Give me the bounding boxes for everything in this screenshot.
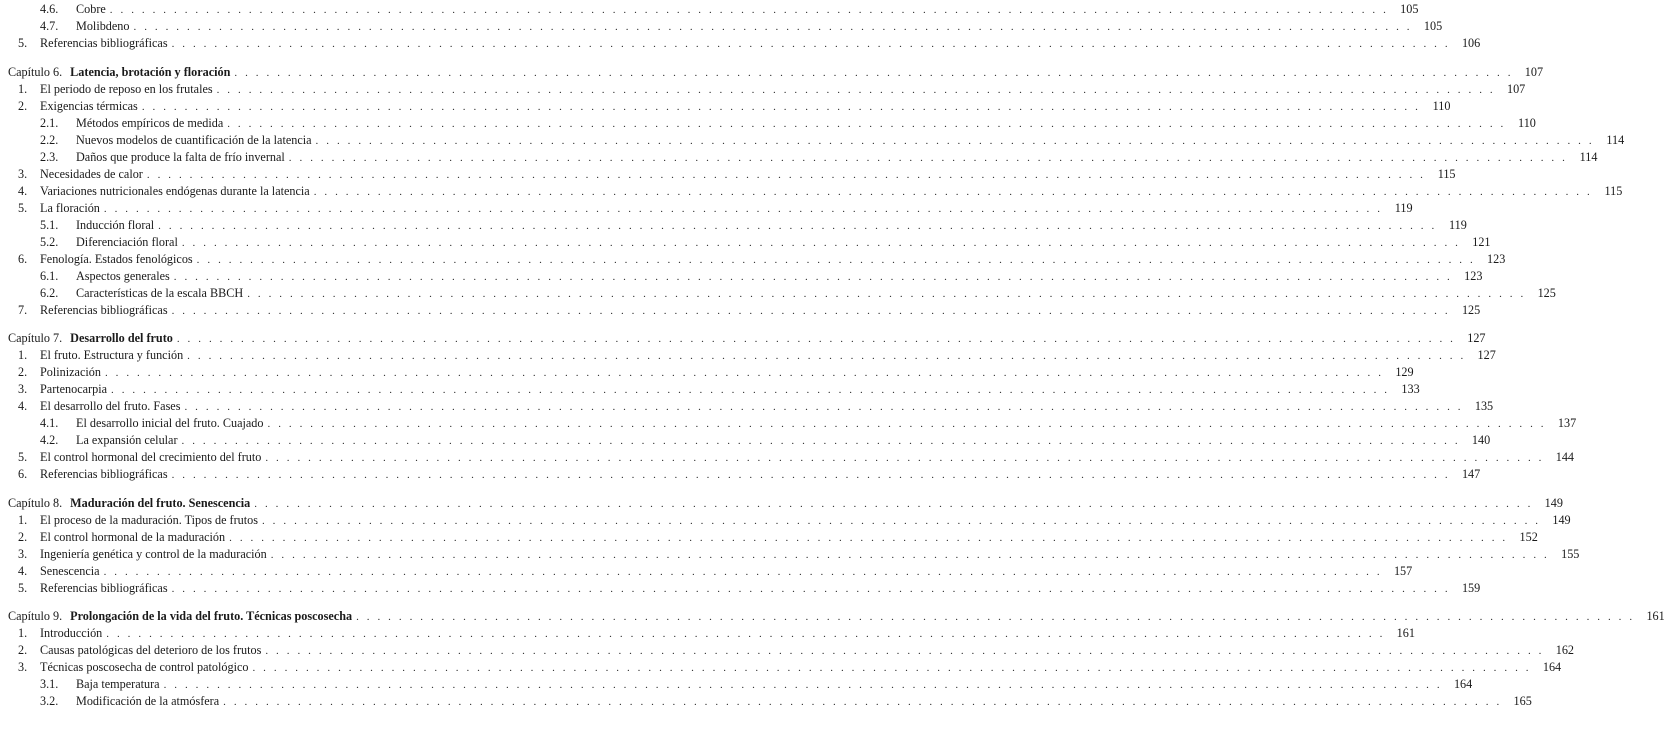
leader-dots: . . . . . . . . . . . . . . . . . . . . . . . . . . . . . . . . . . . . . . . . . . . . . . . . . . . . . . . . . . . . . . . . . . . . . . . . . . . . . . . . . . . . . . . . . . . . . . . . . . . . . . . . . . . . . . . . . . . . . . . . xyxy=(356,611,1635,623)
leader-dots: . . . . . . . . . . . . . . . . . . . . . . . . . . . . . . . . . . . . . . . . . . . . . . . . . . . . . . . . . . . . . . . . . . . . . . . . . . . . . . . . . . . . . . . . . . . . . . . . . . . . . . . . . . . . . . . . . . . . . . . . xyxy=(234,66,1514,79)
page-number: 127 xyxy=(1467,331,1486,345)
page-number: 114 xyxy=(1606,132,1625,147)
entry-number: 4. xyxy=(18,563,28,578)
entry-number: 5.1. xyxy=(40,217,59,232)
entry-title: Referencias bibliográficas xyxy=(40,35,172,52)
toc-entry xyxy=(0,268,1483,285)
leader-dots: . . . . . . . . . . . . . . . . . . . . . . . . . . . . . . . . . . . . . . . . . . . . . . . . . . . . . . . . . . . . . . . . . . . . . . . . . . . . . . . . . . . . . . . . . . . . . . . . . . . . . . . . . . . . . . . . . . . . . . . . xyxy=(229,531,1508,544)
leader-dots: . . . . . . . . . . . . . . . . . . . . . . . . . . . . . . . . . . . . . . . . . . . . . . . . . . . . . . . . . . . . . . . . . . . . . . . . . . . . . . . . . . . . . . . . . . . . . . . . . . . . . . . . . . . . . . . . . . . . . . . . xyxy=(171,304,1451,317)
page-number: 123 xyxy=(1464,268,1483,283)
leader-dots: . . . . . . . . . . . . . . . . . . . . . . . . . . . . . . . . . . . . . . . . . . . . . . . . . . . . . . . . . . . . . . . . . . . . . . . . . . . . . . . . . . . . . . . . . . . . . . . . . . . . . . . . . . . . . . . . . . . . . . . . xyxy=(171,469,1451,481)
entry-number: 4.2. xyxy=(40,433,59,447)
entry-number: 5.2. xyxy=(40,234,59,249)
leader-dots: . . . . . . . . . . . . . . . . . . . . . . . . . . . . . . . . . . . . . . . . . . . . . . . . . . . . . . . . . . . . . . . . . . . . . . . . . . . . . . . . . . . . . . . . . . . . . . . . . . . . . . . . . . . . . . . . . . . . . . . . xyxy=(313,185,1593,198)
toc-entry xyxy=(0,580,1481,597)
toc-entry xyxy=(0,625,1415,642)
entry-title: Causas patológicas del deterioro de los frutos xyxy=(40,642,265,659)
toc-entry xyxy=(0,398,1494,415)
page-number: 105 xyxy=(1423,19,1443,33)
leader-dots: . . . . . . . . . . . . . . . . . . . . . . . . . . . . . . . . . . . . . . . . . . . . . . . . . . . . . . . . . . . . . . . . . . . . . . . . . . . . . . . . . . . . . . . . . . . . . . . . . . . . . . . . . . . . . . . . . . . . . . . . xyxy=(111,384,1390,396)
leader-dots: . . . . . . . . . . . . . . . . . . . . . . . . . . . . . . . . . . . . . . . . . . . . . . . . . . . . . . . . . . . . . . . . . . . . . . . . . . . . . . . . . . . . . . . . . . . . . . . . . . . . . . . . . . . . . . . . . . . . . . . . xyxy=(270,548,1550,561)
entry-number: 2. xyxy=(18,529,28,544)
toc-entry xyxy=(0,149,1598,166)
leader-dots: . . . . . . . . . . . . . . . . . . . . . . . . . . . . . . . . . . . . . . . . . . . . . . . . . . . . . . . . . . . . . . . . . . . . . . . . . . . . . . . . . . . . . . . . . . . . . . . . . . . . . . . . . . . . . . . . . . . . . . . . xyxy=(146,168,1426,181)
toc-entry xyxy=(0,132,1625,149)
leader-dots: . . . . . . . . . . . . . . . . . . . . . . . . . . . . . . . . . . . . . . . . . . . . . . . . . . . . . . . . . . . . . . . . . . . . . . . . . . . . . . . . . . . . . . . . . . . . . . . . . . . . . . . . . . . . . . . . . . . . . . . . xyxy=(163,679,1443,691)
entry-number: 2. xyxy=(18,643,28,657)
entry-number: 3.2. xyxy=(40,694,59,708)
page-number: 129 xyxy=(1395,365,1414,379)
entry-number: 1. xyxy=(18,81,28,96)
page-number: 121 xyxy=(1472,234,1491,249)
entry-title: El proceso de la maduración. Tipos de frutos xyxy=(40,512,262,529)
entry-title: Referencias bibliográficas xyxy=(40,580,172,597)
page-number: 152 xyxy=(1519,529,1538,544)
entry-number: 5. xyxy=(18,36,28,50)
entry-title: Diferenciación floral xyxy=(76,234,182,251)
toc-entry xyxy=(0,35,1481,52)
leader-dots: . . . . . . . . . . . . . . . . . . . . . . . . . . . . . . . . . . . . . . . . . . . . . . . . . . . . . . . . . . . . . . . . . . . . . . . . . . . . . . . . . . . . . . . . . . . . . . . . . . . . . . . . . . . . . . . . . . . . . . . . xyxy=(187,350,1466,362)
toc-entry xyxy=(0,81,1526,98)
page-number: 162 xyxy=(1555,643,1575,657)
page-number: 149 xyxy=(1552,512,1571,527)
page-number: 165 xyxy=(1513,694,1532,708)
leader-dots: . . . . . . . . . . . . . . . . . . . . . . . . . . . . . . . . . . . . . . . . . . . . . . . . . . . . . . . . . . . . . . . . . . . . . . . . . . . . . . . . . . . . . . . . . . . . . . . . . . . . . . . . . . . . . . . . . . . . . . . . xyxy=(176,333,1456,345)
page-number: 119 xyxy=(1394,200,1413,215)
toc-entry xyxy=(0,449,1574,466)
page-number: 107 xyxy=(1524,64,1544,79)
page-number: 125 xyxy=(1461,302,1481,317)
entry-title: Baja temperatura xyxy=(76,676,164,693)
entry-title: Referencias bibliográficas xyxy=(40,302,172,319)
toc-entry xyxy=(0,285,1556,302)
toc-entry xyxy=(0,98,1451,115)
page-number: 140 xyxy=(1471,433,1491,447)
toc-entry xyxy=(0,251,1506,268)
page-number: 155 xyxy=(1561,546,1580,561)
page-number: 115 xyxy=(1604,183,1623,198)
entry-title: El periodo de reposo en los frutales xyxy=(40,81,217,98)
entry-title: Modificación de la atmósfera xyxy=(76,693,223,710)
entry-number: 4.6. xyxy=(40,2,59,16)
leader-dots: . . . . . . . . . . . . . . . . . . . . . . . . . . . . . . . . . . . . . . . . . . . . . . . . . . . . . . . . . . . . . . . . . . . . . . . . . . . . . . . . . . . . . . . . . . . . . . . . . . . . . . . . . . . . . . . . . . . . . . . . xyxy=(109,4,1389,16)
entry-number: 2.3. xyxy=(40,149,59,164)
toc-entry xyxy=(0,546,1580,563)
leader-dots: . . . . . . . . . . . . . . . . . . . . . . . . . . . . . . . . . . . . . . . . . . . . . . . . . . . . . . . . . . . . . . . . . . . . . . . . . . . . . . . . . . . . . . . . . . . . . . . . . . . . . . . . . . . . . . . . . . . . . . . . xyxy=(103,202,1383,215)
entry-number: 6. xyxy=(18,467,28,481)
entry-number: 2.2. xyxy=(40,132,59,147)
toc-entry xyxy=(0,115,1536,132)
leader-dots: . . . . . . . . . . . . . . . . . . . . . . . . . . . . . . . . . . . . . . . . . . . . . . . . . . . . . . . . . . . . . . . . . . . . . . . . . . . . . . . . . . . . . . . . . . . . . . . . . . . . . . . . . . . . . . . . . . . . . . . . xyxy=(265,452,1544,464)
page-number: 147 xyxy=(1461,467,1481,481)
entry-title: Fenología. Estados fenológicos xyxy=(40,251,197,268)
leader-dots: . . . . . . . . . . . . . . . . . . . . . . . . . . . . . . . . . . . . . . . . . . . . . . . . . . . . . . . . . . . . . . . . . . . . . . . . . . . . . . . . . . . . . . . . . . . . . . . . . . . . . . . . . . . . . . . . . . . . . . . . xyxy=(216,83,1496,96)
entry-title: La expansión celular xyxy=(76,432,182,449)
entry-title: Ingeniería genética y control de la maduración xyxy=(40,546,271,563)
leader-dots: . . . . . . . . . . . . . . . . . . . . . . . . . . . . . . . . . . . . . . . . . . . . . . . . . . . . . . . . . . . . . . . . . . . . . . . . . . . . . . . . . . . . . . . . . . . . . . . . . . . . . . . . . . . . . . . . . . . . . . . . xyxy=(223,696,1502,708)
leader-dots: . . . . . . . . . . . . . . . . . . . . . . . . . . . . . . . . . . . . . . . . . . . . . . . . . . . . . . . . . . . . . . . . . . . . . . . . . . . . . . . . . . . . . . . . . . . . . . . . . . . . . . . . . . . . . . . . . . . . . . . . xyxy=(288,151,1568,164)
chapter-heading xyxy=(0,495,1563,512)
chapter-title xyxy=(8,495,254,512)
page-number: 110 xyxy=(1432,98,1451,113)
page-number: 137 xyxy=(1557,416,1577,430)
entry-title: Variaciones nutricionales endógenas durante la latencia xyxy=(40,183,314,200)
entry-number: 3. xyxy=(18,546,28,561)
entry-number: 1. xyxy=(18,512,28,527)
leader-dots: . . . . . . . . . . . . . . . . . . . . . . . . . . . . . . . . . . . . . . . . . . . . . . . . . . . . . . . . . . . . . . . . . . . . . . . . . . . . . . . . . . . . . . . . . . . . . . . . . . . . . . . . . . . . . . . . . . . . . . . . xyxy=(254,497,1533,510)
entry-title: Introducción xyxy=(40,625,106,642)
leader-dots: . . . . . . . . . . . . . . . . . . . . . . . . . . . . . . . . . . . . . . . . . . . . . . . . . . . . . . . . . . . . . . . . . . . . . . . . . . . . . . . . . . . . . . . . . . . . . . . . . . . . . . . . . . . . . . . . . . . . . . . . xyxy=(265,645,1545,657)
leader-dots: . . . . . . . . . . . . . . . . . . . . . . . . . . . . . . . . . . . . . . . . . . . . . . . . . . . . . . . . . . . . . . . . . . . . . . . . . . . . . . . . . . . . . . . . . . . . . . . . . . . . . . . . . . . . . . . . . . . . . . . . xyxy=(196,253,1476,266)
entry-title: Aspectos generales xyxy=(76,268,174,285)
toc-entry xyxy=(0,642,1575,659)
chapter-heading xyxy=(0,330,1486,347)
toc-entry xyxy=(0,234,1491,251)
entry-title: Nuevos modelos de cuantificación de la latencia xyxy=(76,132,316,149)
entry-number: 6.2. xyxy=(40,285,59,300)
toc-entry xyxy=(0,217,1467,234)
page-number: 123 xyxy=(1487,251,1506,266)
toc-entry xyxy=(0,200,1413,217)
entry-title: Partenocarpia xyxy=(40,381,111,398)
chapter-label: Capítulo 9. xyxy=(8,609,63,623)
entry-title: El control hormonal del crecimiento del fruto xyxy=(40,449,265,466)
chapter-heading xyxy=(0,64,1544,81)
entry-number: 4.1. xyxy=(40,416,59,430)
entry-title: Técnicas poscosecha de control patológico xyxy=(40,659,252,676)
entry-number: 3.1. xyxy=(40,677,59,691)
chapter-name: Maduración del fruto. Senescencia xyxy=(70,495,251,510)
leader-dots: . . . . . . . . . . . . . . . . . . . . . . . . . . . . . . . . . . . . . . . . . . . . . . . . . . . . . . . . . . . . . . . . . . . . . . . . . . . . . . . . . . . . . . . . . . . . . . . . . . . . . . . . . . . . . . . . . . . . . . . . xyxy=(141,100,1421,113)
toc-entry xyxy=(0,676,1473,693)
entry-number: 2. xyxy=(18,365,28,379)
page-number: 164 xyxy=(1542,660,1562,674)
entry-title: Polinización xyxy=(40,364,105,381)
page-number: 106 xyxy=(1461,36,1481,50)
entry-number: 5. xyxy=(18,200,28,215)
entry-number: 4.7. xyxy=(40,19,59,33)
toc-entry xyxy=(0,466,1481,483)
entry-title: El control hormonal de la maduración xyxy=(40,529,229,546)
entry-title: Molibdeno xyxy=(76,18,134,35)
leader-dots: . . . . . . . . . . . . . . . . . . . . . . . . . . . . . . . . . . . . . . . . . . . . . . . . . . . . . . . . . . . . . . . . . . . . . . . . . . . . . . . . . . . . . . . . . . . . . . . . . . . . . . . . . . . . . . . . . . . . . . . . xyxy=(184,401,1464,413)
page-number: 161 xyxy=(1646,609,1665,623)
chapter-title xyxy=(8,330,177,347)
leader-dots: . . . . . . . . . . . . . . . . . . . . . . . . . . . . . . . . . . . . . . . . . . . . . . . . . . . . . . . . . . . . . . . . . . . . . . . . . . . . . . . . . . . . . . . . . . . . . . . . . . . . . . . . . . . . . . . . . . . . . . . . xyxy=(181,236,1461,249)
entry-title: Exigencias térmicas xyxy=(40,98,142,115)
entry-number: 7. xyxy=(18,302,28,317)
leader-dots: . . . . . . . . . . . . . . . . . . . . . . . . . . . . . . . . . . . . . . . . . . . . . . . . . . . . . . . . . . . . . . . . . . . . . . . . . . . . . . . . . . . . . . . . . . . . . . . . . . . . . . . . . . . . . . . . . . . . . . . . xyxy=(227,117,1506,130)
toc-entry xyxy=(0,347,1496,364)
leader-dots: . . . . . . . . . . . . . . . . . . . . . . . . . . . . . . . . . . . . . . . . . . . . . . . . . . . . . . . . . . . . . . . . . . . . . . . . . . . . . . . . . . . . . . . . . . . . . . . . . . . . . . . . . . . . . . . . . . . . . . . . xyxy=(171,582,1451,595)
toc-entry xyxy=(0,659,1562,676)
leader-dots: . . . . . . . . . . . . . . . . . . . . . . . . . . . . . . . . . . . . . . . . . . . . . . . . . . . . . . . . . . . . . . . . . . . . . . . . . . . . . . . . . . . . . . . . . . . . . . . . . . . . . . . . . . . . . . . . . . . . . . . . xyxy=(106,628,1385,640)
toc-entry xyxy=(0,563,1413,580)
toc-entry xyxy=(0,529,1538,546)
page-number: 119 xyxy=(1448,217,1467,232)
page-number: 127 xyxy=(1477,348,1496,362)
chapter-title xyxy=(8,608,356,625)
entry-title: La floración xyxy=(40,200,104,217)
chapter-name: Latencia, brotación y floración xyxy=(70,64,231,79)
leader-dots: . . . . . . . . . . . . . . . . . . . . . . . . . . . . . . . . . . . . . . . . . . . . . . . . . . . . . . . . . . . . . . . . . . . . . . . . . . . . . . . . . . . . . . . . . . . . . . . . . . . . . . . . . . . . . . . . . . . . . . . . xyxy=(261,514,1541,527)
entry-number: 3. xyxy=(18,382,28,396)
chapter-name: Prolongación de la vida del fruto. Técnicas poscosecha xyxy=(70,609,353,623)
leader-dots: . . . . . . . . . . . . . . . . . . . . . . . . . . . . . . . . . . . . . . . . . . . . . . . . . . . . . . . . . . . . . . . . . . . . . . . . . . . . . . . . . . . . . . . . . . . . . . . . . . . . . . . . . . . . . . . . . . . . . . . . xyxy=(181,435,1461,447)
entry-title: El desarrollo del fruto. Fases xyxy=(40,398,184,415)
toc-entry xyxy=(0,18,1443,35)
entry-title: El fruto. Estructura y función xyxy=(40,347,187,364)
leader-dots: . . . . . . . . . . . . . . . . . . . . . . . . . . . . . . . . . . . . . . . . . . . . . . . . . . . . . . . . . . . . . . . . . . . . . . . . . . . . . . . . . . . . . . . . . . . . . . . . . . . . . . . . . . . . . . . . . . . . . . . . xyxy=(103,565,1383,578)
entry-number: 4. xyxy=(18,183,28,198)
entry-title: Necesidades de calor xyxy=(40,166,147,183)
page-number: 135 xyxy=(1474,399,1494,413)
chapter-label: Capítulo 6. xyxy=(8,64,63,79)
entry-number: 1. xyxy=(18,348,28,362)
page-number: 107 xyxy=(1506,81,1526,96)
chapter-label: Capítulo 7. xyxy=(8,331,63,345)
entry-title: El desarrollo inicial del fruto. Cuajado xyxy=(76,415,268,432)
page-number: 164 xyxy=(1453,677,1473,691)
entry-number: 3. xyxy=(18,660,28,674)
chapter-title xyxy=(8,64,234,81)
leader-dots: . . . . . . . . . . . . . . . . . . . . . . . . . . . . . . . . . . . . . . . . . . . . . . . . . . . . . . . . . . . . . . . . . . . . . . . . . . . . . . . . . . . . . . . . . . . . . . . . . . . . . . . . . . . . . . . . . . . . . . . . xyxy=(267,418,1547,430)
page-number: 159 xyxy=(1461,580,1481,595)
page-number: 161 xyxy=(1396,626,1415,640)
leader-dots: . . . . . . . . . . . . . . . . . . . . . . . . . . . . . . . . . . . . . . . . . . . . . . . . . . . . . . . . . . . . . . . . . . . . . . . . . . . . . . . . . . . . . . . . . . . . . . . . . . . . . . . . . . . . . . . . . . . . . . . . xyxy=(133,21,1413,33)
leader-dots: . . . . . . . . . . . . . . . . . . . . . . . . . . . . . . . . . . . . . . . . . . . . . . . . . . . . . . . . . . . . . . . . . . . . . . . . . . . . . . . . . . . . . . . . . . . . . . . . . . . . . . . . . . . . . . . . . . . . . . . . xyxy=(158,219,1437,232)
page-number: 133 xyxy=(1401,382,1420,396)
page-number: 144 xyxy=(1555,450,1574,464)
leader-dots: . . . . . . . . . . . . . . . . . . . . . . . . . . . . . . . . . . . . . . . . . . . . . . . . . . . . . . . . . . . . . . . . . . . . . . . . . . . . . . . . . . . . . . . . . . . . . . . . . . . . . . . . . . . . . . . . . . . . . . . . xyxy=(315,134,1595,147)
entry-number: 4. xyxy=(18,399,28,413)
page-number: 105 xyxy=(1400,2,1419,16)
entry-number: 6.1. xyxy=(40,268,59,283)
entry-title: Referencias bibliográficas xyxy=(40,466,172,483)
leader-dots: . . . . . . . . . . . . . . . . . . . . . . . . . . . . . . . . . . . . . . . . . . . . . . . . . . . . . . . . . . . . . . . . . . . . . . . . . . . . . . . . . . . . . . . . . . . . . . . . . . . . . . . . . . . . . . . . . . . . . . . . xyxy=(171,38,1451,50)
entry-number: 5. xyxy=(18,580,28,595)
page-number: 157 xyxy=(1393,563,1413,578)
toc-entry xyxy=(0,302,1481,319)
leader-dots: . . . . . . . . . . . . . . . . . . . . . . . . . . . . . . . . . . . . . . . . . . . . . . . . . . . . . . . . . . . . . . . . . . . . . . . . . . . . . . . . . . . . . . . . . . . . . . . . . . . . . . . . . . . . . . . . . . . . . . . . xyxy=(104,367,1384,379)
entry-number: 3. xyxy=(18,166,28,181)
toc-entry xyxy=(0,166,1456,183)
toc-entry xyxy=(0,512,1571,529)
toc-entry xyxy=(0,415,1577,432)
entry-number: 1. xyxy=(18,626,28,640)
entry-number: 6. xyxy=(18,251,28,266)
toc-entry xyxy=(0,381,1420,398)
entry-title: Métodos empíricos de medida xyxy=(76,115,227,132)
chapter-name: Desarrollo del fruto xyxy=(70,331,173,345)
page-number: 110 xyxy=(1518,115,1536,130)
entry-number: 2.1. xyxy=(40,115,59,130)
toc-entry xyxy=(0,183,1623,200)
leader-dots: . . . . . . . . . . . . . . . . . . . . . . . . . . . . . . . . . . . . . . . . . . . . . . . . . . . . . . . . . . . . . . . . . . . . . . . . . . . . . . . . . . . . . . . . . . . . . . . . . . . . . . . . . . . . . . . . . . . . . . . . xyxy=(247,287,1526,300)
page-number: 149 xyxy=(1544,495,1563,510)
entry-title: Características de la escala BBCH xyxy=(76,285,247,302)
entry-title: Daños que produce la falta de frío invernal xyxy=(76,149,289,166)
page-number: 125 xyxy=(1537,285,1556,300)
toc-entry xyxy=(0,364,1414,381)
toc-entry xyxy=(0,432,1491,449)
chapter-label: Capítulo 8. xyxy=(8,495,63,510)
page-number: 114 xyxy=(1579,149,1598,164)
page-number: 115 xyxy=(1437,166,1456,181)
entry-title: Senescencia xyxy=(40,563,104,580)
entry-number: 5. xyxy=(18,450,28,464)
entry-number: 2. xyxy=(18,98,28,113)
leader-dots: . . . . . . . . . . . . . . . . . . . . . . . . . . . . . . . . . . . . . . . . . . . . . . . . . . . . . . . . . . . . . . . . . . . . . . . . . . . . . . . . . . . . . . . . . . . . . . . . . . . . . . . . . . . . . . . . . . . . . . . . xyxy=(173,270,1453,283)
entry-title: Inducción floral xyxy=(76,217,158,234)
toc-entry xyxy=(0,1,1419,18)
leader-dots: . . . . . . . . . . . . . . . . . . . . . . . . . . . . . . . . . . . . . . . . . . . . . . . . . . . . . . . . . . . . . . . . . . . . . . . . . . . . . . . . . . . . . . . . . . . . . . . . . . . . . . . . . . . . . . . . . . . . . . . . xyxy=(252,662,1532,674)
entry-title: Cobre xyxy=(76,1,110,18)
chapter-heading xyxy=(0,608,1665,625)
toc-entry xyxy=(0,693,1532,710)
